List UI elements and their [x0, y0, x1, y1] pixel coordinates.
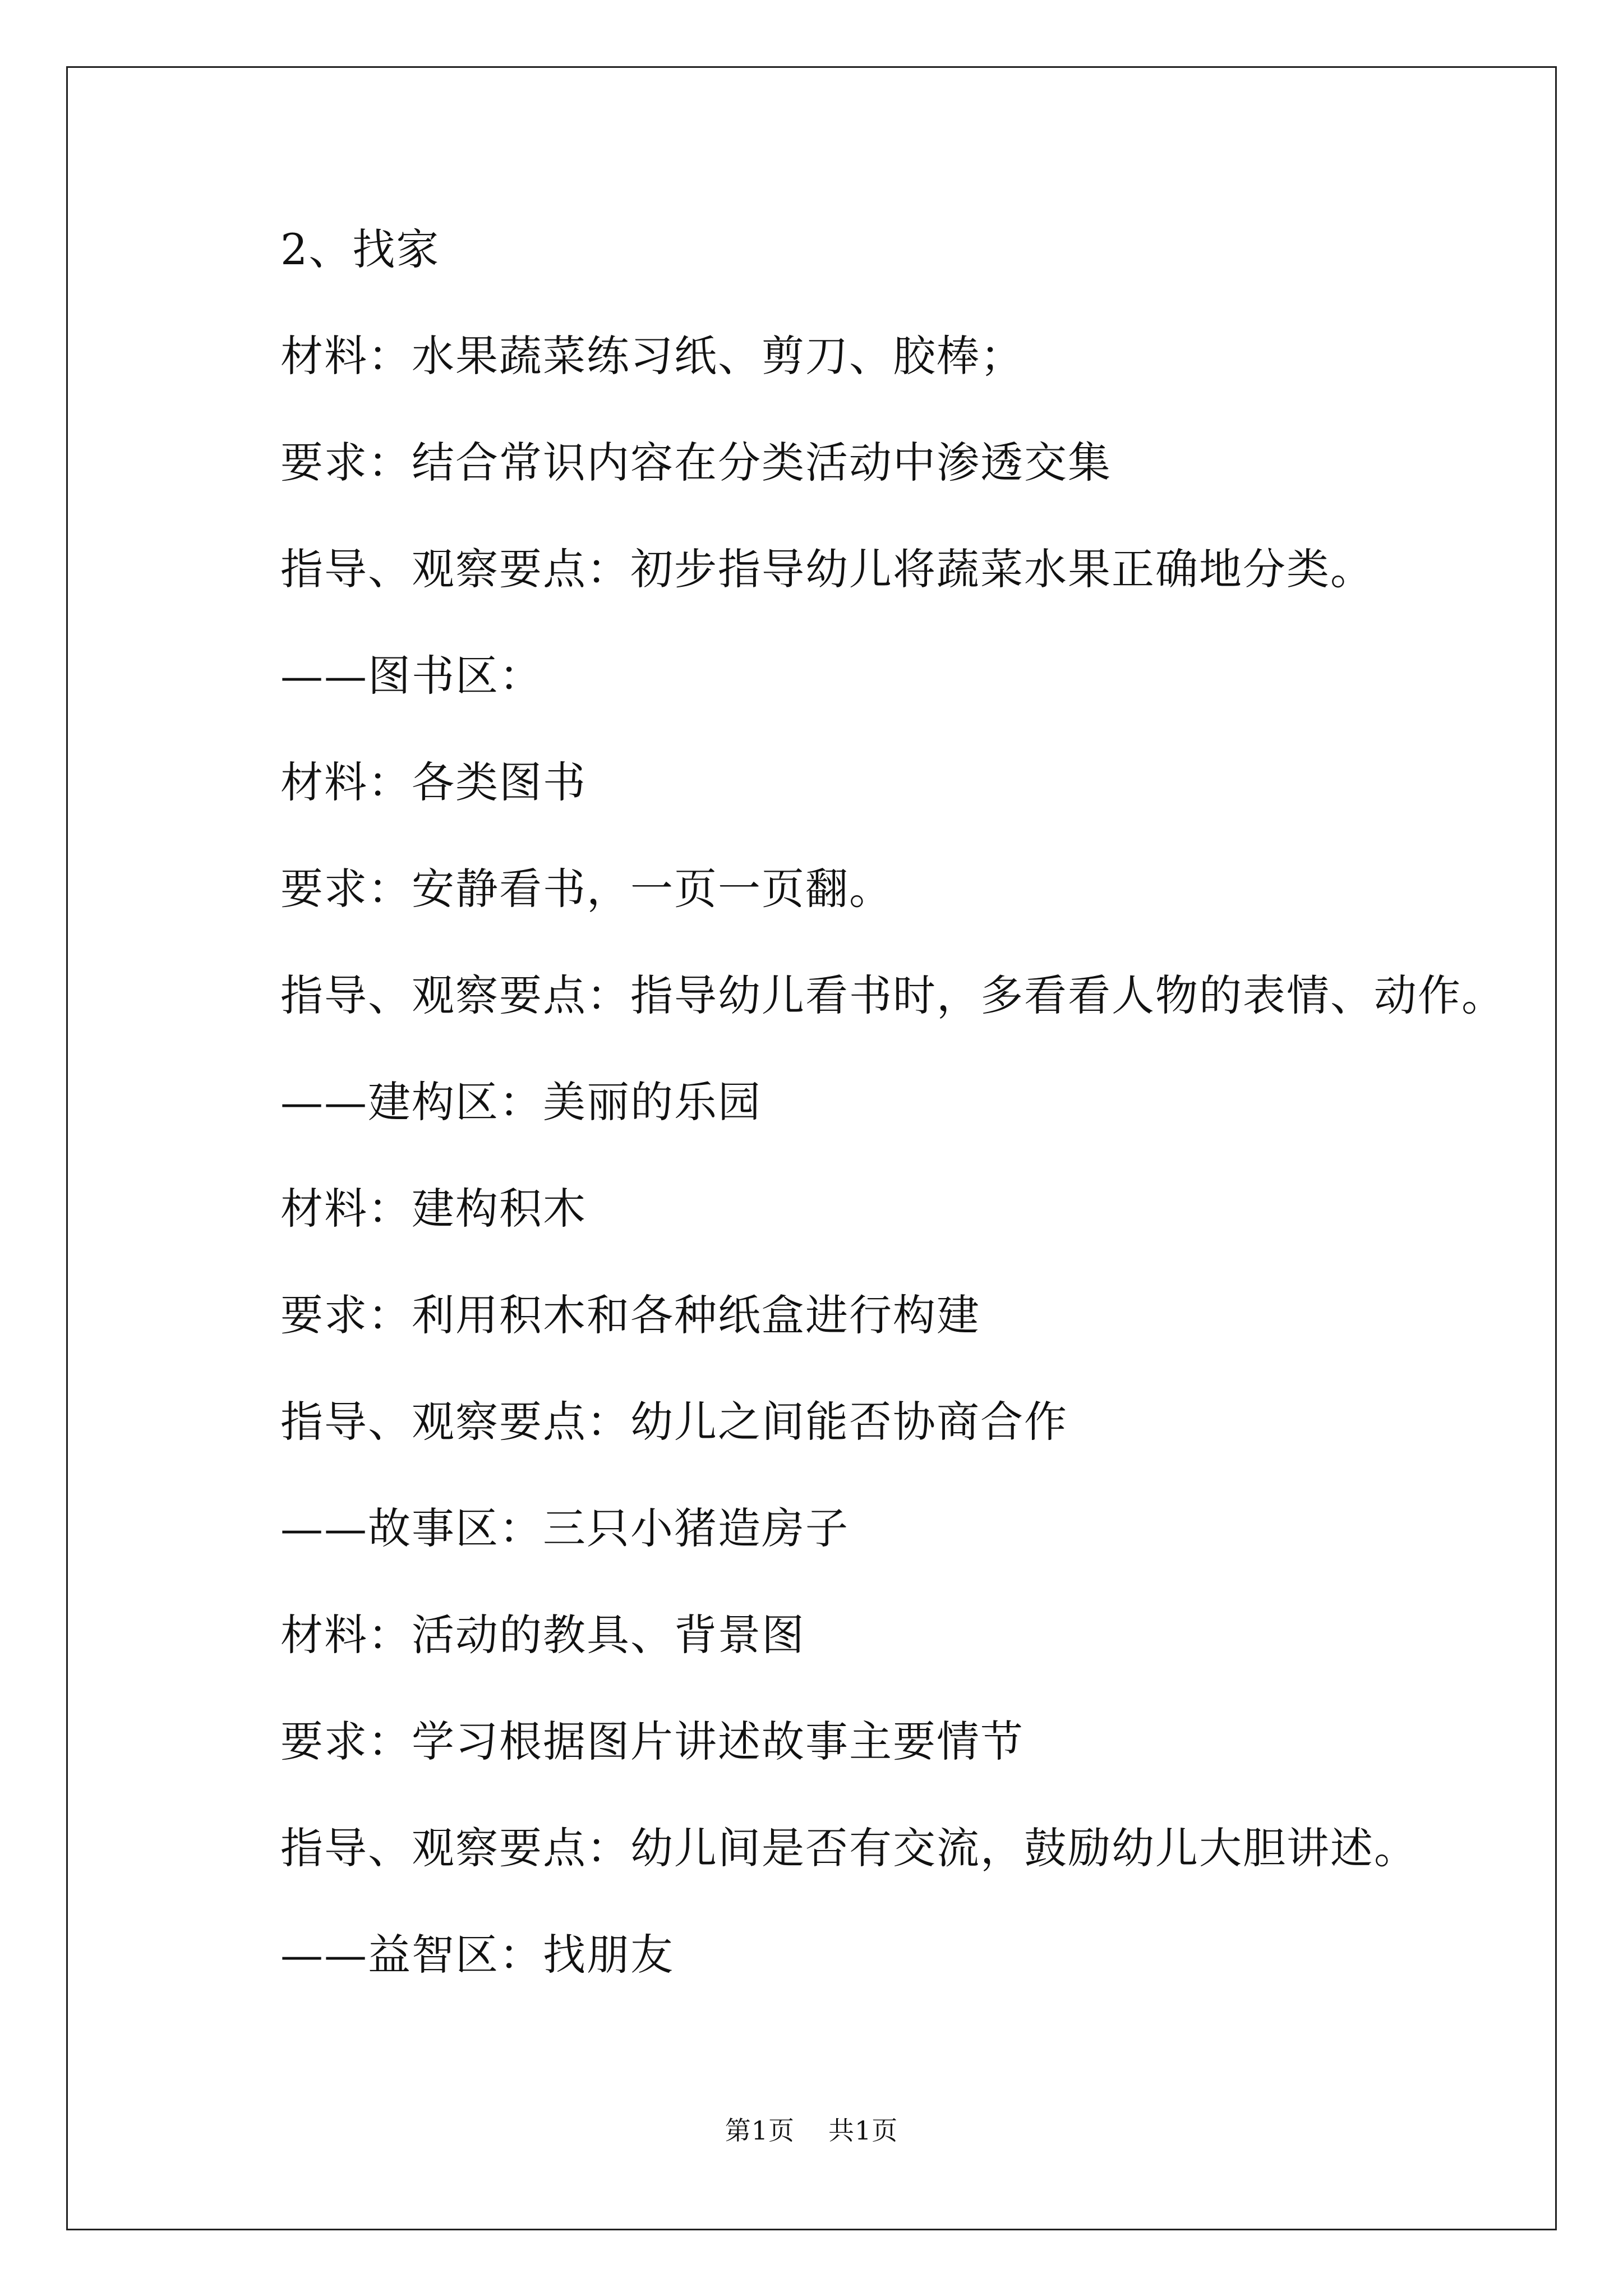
page-number: 第1页 — [725, 2115, 795, 2146]
paragraph-line: 指导、观察要点：幼儿之间能否协商合作 — [280, 1397, 1068, 1447]
paragraph-line: 材料：各类图书 — [280, 757, 587, 807]
paragraph-line: 材料：活动的教具、背景图 — [280, 1610, 805, 1660]
paragraph-line: 指导、观察要点：指导幼儿看书时，多看看人物的表情、动作。 — [280, 970, 1505, 1020]
heading-find-home: 2、找家 — [280, 224, 440, 274]
paragraph-line: 指导、观察要点：幼儿间是否有交流，鼓励幼儿大胆讲述。 — [280, 1823, 1418, 1873]
page-footer — [0, 2114, 1623, 2147]
paragraph-line: 要求：利用积木和各种纸盒进行构建 — [280, 1290, 980, 1340]
paragraph-line: 要求：结合常识内容在分类活动中渗透交集 — [280, 438, 1112, 487]
paragraph-line: 材料：建构积木 — [280, 1184, 587, 1234]
section-heading-construction: ——建构区：美丽的乐园 — [280, 1077, 762, 1127]
section-heading-puzzle: ——益智区：找朋友 — [280, 1930, 674, 1980]
paragraph-line: 要求：学习根据图片讲述故事主要情节 — [280, 1717, 1024, 1766]
paragraph-line: 指导、观察要点：初步指导幼儿将蔬菜水果正确地分类。 — [280, 544, 1374, 594]
section-heading-story: ——故事区：三只小猪造房子 — [280, 1503, 849, 1553]
document-body — [280, 222, 1503, 2033]
section-heading-library: ——图书区： — [280, 651, 543, 701]
paragraph-line: 材料：水果蔬菜练习纸、剪刀、胶棒； — [280, 331, 1024, 381]
page-total: 共1页 — [828, 2115, 898, 2146]
paragraph-line: 要求：安静看书，一页一页翻。 — [280, 864, 893, 914]
